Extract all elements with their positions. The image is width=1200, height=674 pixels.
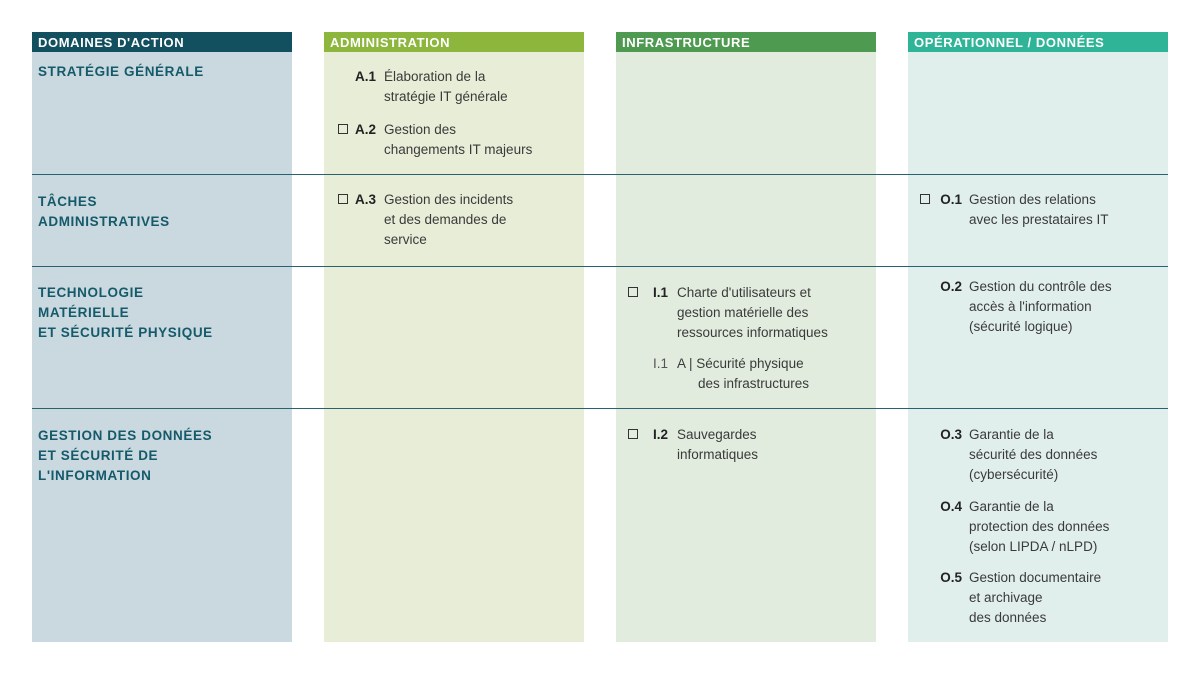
- item-i1: [628, 283, 868, 345]
- item-text: Garantie de la protection des données (selon LIPDA / nLPD): [969, 499, 1110, 554]
- item-a3: [336, 190, 576, 252]
- item-a2: [336, 120, 576, 162]
- header-domaines: DOMAINES D'ACTION: [32, 32, 292, 52]
- item-text: Gestion des incidents et des demandes de service: [384, 192, 514, 247]
- item-text: Gestion des relations avec les prestataires IT: [969, 192, 1109, 227]
- item-code: O.3: [940, 427, 962, 442]
- item-text: Charte d'utilisateurs et gestion matérielle des ressources informatiques: [677, 285, 828, 340]
- item-text: Gestion des changements IT majeurs: [384, 122, 533, 157]
- item-code: I.1: [652, 285, 668, 300]
- item-text: A | Sécurité physique des infrastructures: [677, 356, 810, 391]
- item-code: O.1: [940, 192, 962, 207]
- item-a1: [336, 67, 576, 109]
- item-o3: [918, 425, 1163, 487]
- item-text: Élaboration de la stratégie IT générale: [384, 69, 508, 104]
- item-code: I.2: [652, 427, 668, 442]
- domain-strategie-generale: STRATÉGIE GÉNÉRALE: [38, 64, 204, 79]
- item-code: A.2: [354, 122, 376, 137]
- item-code: I.1: [652, 356, 668, 371]
- item-text: Sauvegardes informatiques: [677, 427, 759, 462]
- domain-taches-administratives: TÂCHES ADMINISTRATIVES: [38, 194, 170, 229]
- header-administration: ADMINISTRATION: [324, 32, 584, 52]
- item-text: Garantie de la sécurité des données (cybersécurité): [969, 427, 1098, 482]
- item-text: Gestion documentaire et archivage des données: [969, 570, 1102, 625]
- item-o1: [918, 190, 1163, 232]
- item-code: A.3: [354, 192, 376, 207]
- item-o2: [918, 277, 1163, 339]
- item-code: O.2: [940, 279, 962, 294]
- domain-technologie-materielle: TECHNOLOGIE MATÉRIELLE ET SÉCURITÉ PHYSIQUE: [38, 285, 213, 340]
- item-code: A.1: [354, 69, 376, 84]
- row-divider: [32, 408, 1168, 409]
- item-code: O.5: [940, 570, 962, 585]
- row-divider: [32, 266, 1168, 267]
- item-o4: [918, 497, 1163, 559]
- header-infrastructure: INFRASTRUCTURE: [616, 32, 876, 52]
- item-o5: [918, 568, 1163, 630]
- row-divider: [32, 174, 1168, 175]
- header-operationnel: OPÉRATIONNEL / DONNÉES: [908, 32, 1168, 52]
- item-text: Gestion du contrôle des accès à l'information (sécurité logique): [969, 279, 1112, 334]
- domain-gestion-donnees: GESTION DES DONNÉES ET SÉCURITÉ DE L'INFORMATION: [38, 428, 213, 483]
- item-code: O.4: [940, 499, 962, 514]
- item-i1a: [628, 354, 868, 396]
- item-i2: [628, 425, 868, 467]
